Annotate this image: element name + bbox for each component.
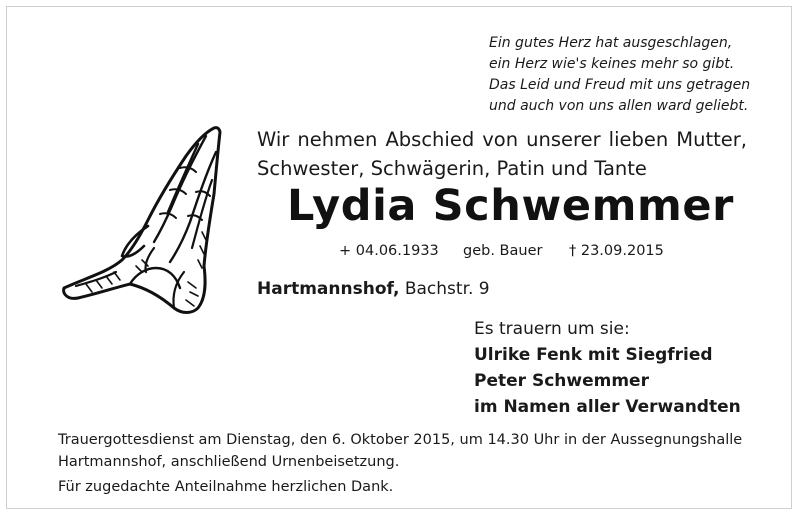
mourners	[474, 316, 741, 420]
poem-line: ein Herz wie's keines mehr so gibt.	[489, 56, 735, 72]
birth-date: + 04.06.1933	[339, 243, 439, 259]
address-town: Hartmannshof,	[257, 279, 400, 299]
poem	[489, 33, 789, 117]
poem-line: und auch von uns allen ward geliebt.	[489, 98, 749, 114]
address	[257, 277, 490, 301]
intro-line: Wir nehmen Abschied von unserer lieben Mutter,	[257, 128, 747, 151]
maiden-name: geb. Bauer	[463, 243, 543, 259]
thanks-note: Für zugedachte Anteilnahme herzlichen Dank.	[58, 479, 394, 495]
intro-line: Schwester, Schwägerin, Patin und Tante	[257, 157, 647, 180]
praying-hands-icon	[56, 122, 234, 318]
mourner-name: Ulrike Fenk mit Siegfried	[474, 345, 713, 365]
mourners-heading: Es trauern um sie:	[474, 319, 630, 339]
address-street: Bachstr. 9	[404, 279, 490, 299]
service-line: Hartmannshof, anschließend Urnenbeisetzung.	[58, 454, 400, 470]
poem-line: Das Leid und Freud mit uns getragen	[489, 77, 751, 93]
mourner-name: Peter Schwemmer	[474, 371, 649, 391]
intro-text	[257, 125, 747, 183]
mourner-name: im Namen aller Verwandten	[474, 397, 741, 417]
poem-line: Ein gutes Herz hat ausgeschlagen,	[489, 35, 733, 51]
death-date: † 23.09.2015	[569, 243, 664, 259]
deceased-name: Lydia Schwemmer	[287, 181, 734, 231]
service-line: Trauergottesdienst am Dienstag, den 6. Oktober 2015, um 14.30 Uhr in der Aussegnungshalle	[58, 432, 743, 448]
service-info	[58, 429, 788, 473]
